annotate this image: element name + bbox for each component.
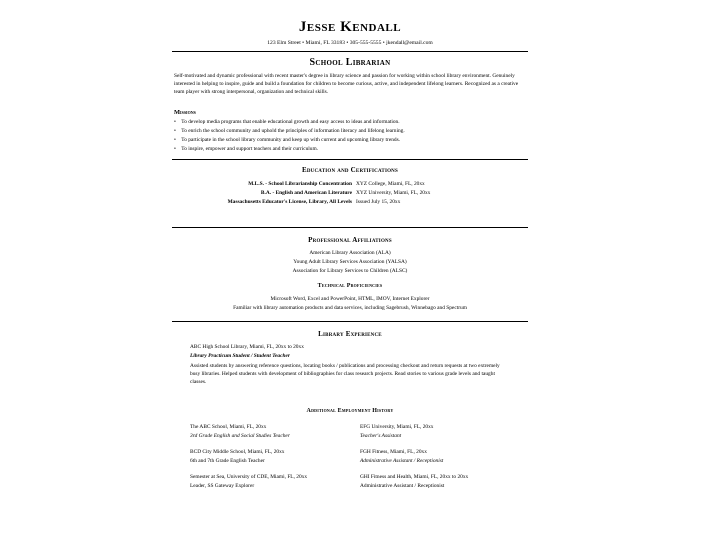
divider: [172, 51, 528, 52]
technical-item: Familiar with library automation products and data services, including Sagebrush, Winnebago and Spectrum: [233, 305, 467, 311]
degree: M.L.S. - School Librarianship Concentration: [248, 181, 352, 187]
mission-item: • To participate in the school library community and keep up with current and upcoming library trends.: [174, 137, 401, 143]
divider: [172, 321, 528, 322]
job-employer: FGH Fitness, Miami, FL, 20xx: [360, 449, 427, 455]
job-employer: BCD City Middle School, Miami, FL, 20xx: [190, 449, 285, 455]
missions-heading: Missions: [174, 109, 196, 116]
school: XYZ University, Miami, FL, 20xx: [356, 190, 431, 196]
experience-role: Library Practicum Student / Student Teacher: [190, 353, 290, 359]
affiliation-item: Association for Library Services to Children (ALSC): [292, 268, 408, 274]
job-employer: GHI Fitness and Health, Miami, FL, 20xx to 20xx: [360, 474, 469, 480]
mission-item: • To enrich the school community and uphold the principles of information literacy and lifelong learning.: [174, 128, 405, 134]
experience-heading: Library Experience: [318, 330, 382, 338]
job-employer: Semester at Sea, University of CDE, Miami, FL, 20xx: [190, 474, 308, 480]
degree: B.A. - English and American Literature: [260, 190, 352, 196]
job-role: 6th and 7th Grade English Teacher: [190, 458, 265, 464]
job-title: School Librarian: [309, 57, 391, 68]
mission-item: • To inspire, empower and support teachers and their curriculum.: [174, 146, 319, 152]
experience-description: Assisted students by answering reference questions, locating books / publications and processing checkout and return requests at two extremely busy libraries. Helped students with development of bibliographies for class research projects. Read stories to various grade levels and taught classes.: [190, 363, 500, 386]
affiliation-item: American Library Association (ALA): [309, 250, 391, 256]
experience-employer: ABC High School Library, Miami, FL, 20xx to 20xx: [190, 344, 304, 350]
divider: [172, 227, 528, 228]
contact-line: 123 Elm Street • Miami, FL 33183 • 305-555-5555 • jkendall@email.com: [267, 40, 433, 46]
job-role: Administrative Assistant / Receptionist: [360, 483, 445, 489]
degree: Massachusetts Educator's License, Library, All Levels: [227, 199, 352, 205]
job-employer: The ABC School, Miami, FL, 20xx: [190, 424, 267, 430]
divider: [172, 159, 528, 160]
technical-heading: Technical Proficiencies: [317, 283, 383, 289]
additional-heading: Additional Employment History: [306, 408, 394, 414]
education-heading: Education and Certifications: [302, 166, 398, 174]
technical-item: Microsoft Word, Excel and PowerPoint, HTML, IMOV, Internet Explorer: [270, 296, 430, 302]
job-role: Leader, SS Gateway Explorer: [190, 483, 255, 489]
school: XYZ College, Miami, FL, 20xx: [356, 181, 425, 187]
school: Issued July 15, 20xx: [356, 199, 401, 205]
job-role: Administrative Assistant / Receptionist: [360, 458, 444, 464]
mission-item: • To develop media programs that enable educational growth and easy access to ideas and information.: [174, 119, 400, 125]
affiliations-heading: Professional Affiliations: [308, 236, 392, 244]
job-role: 3rd Grade English and Social Studies Teacher: [190, 433, 290, 439]
affiliation-item: Young Adult Library Services Association (YALSA): [293, 259, 407, 265]
job-role: Teacher's Assistant: [360, 433, 402, 439]
summary-paragraph: Self-motivated and dynamic professional with recent master's degree in library science and passion for working within school library environment. Genuinely interested in helping to inspire, guide and build a foundation for children to become curious, active, and independent lifelong learners. Recognized as a creative team player with strong interpersonal, organization and technical skills.: [174, 73, 519, 96]
job-employer: EFG University, Miami, FL, 20xx: [360, 424, 434, 430]
applicant-name: Jesse Kendall: [298, 19, 402, 35]
